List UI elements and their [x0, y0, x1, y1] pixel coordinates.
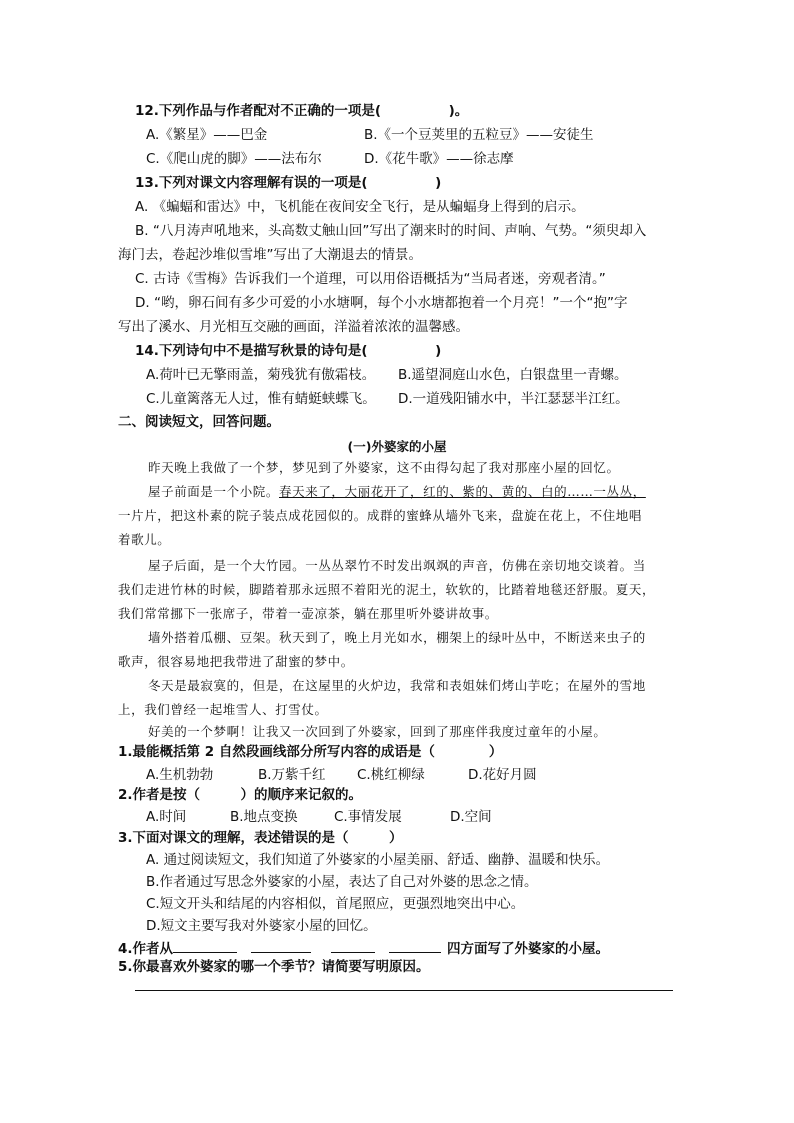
- r2-option-c: C.事情发展: [334, 809, 402, 825]
- r2-option-d: D.空间: [450, 809, 492, 825]
- passage-p4-line2: 歌声，很容易地把我带进了甜蜜的梦中。: [118, 654, 354, 669]
- q13-option-c: C. 古诗《雪梅》告诉我们一个道理，可以用俗语概括为“当局者迷，旁观者清。”: [135, 271, 606, 287]
- q12-option-d: D.《花牛歌》——徐志摩: [364, 151, 514, 167]
- r1-option-a: A.生机勃勃: [146, 767, 214, 783]
- r3-option-a: A. 通过阅读短文，我们知道了外婆家的小屋美丽、舒适、幽静、温暖和快乐。: [146, 852, 610, 868]
- q14-option-a: A.荷叶已无擎雨盖，菊残犹有傲霜枝。: [146, 367, 376, 383]
- underlined-sentence: 春天来了，大丽花开了，红的、紫的、黄的、白的……一丛丛，: [279, 484, 646, 499]
- passage-p5-line2: 上，我们曾经一起堆雪人、打雪仗。: [118, 702, 328, 717]
- r2-option-a: A.时间: [146, 809, 187, 825]
- q12-option-a: A.《繁星》——巴金: [146, 127, 268, 143]
- reading-question-1: 1.最能概括第 2 自然段画线部分所写内容的成语是（ ）: [118, 744, 503, 760]
- r3-option-b: B.作者通过写思念外婆家的小屋，表达了自己对外婆的思念之情。: [146, 874, 538, 890]
- section-2-heading: 二、阅读短文，回答问题。: [118, 414, 280, 430]
- passage-p3-line1: 屋子后面，是一个大竹园。一丛丛翠竹不时发出飒飒的声音，仿佛在亲切地交谈着。当: [148, 558, 646, 573]
- passage-p2-line2: 一片片，把这朴素的院子装点成花园似的。成群的蜜蜂从墙外飞来，盘旋在花上，不住地唱: [118, 508, 643, 523]
- q13-option-b-line1: B. “八月涛声吼地来，头高数丈触山回”写出了潮来时的时间、声响、气势。“须臾却入: [135, 223, 647, 239]
- r3-option-c: C.短文开头和结尾的内容相似，首尾照应，更强烈地突出中心。: [146, 896, 525, 912]
- q13-option-b-line2: 海门去，卷起沙堆似雪堆”写出了大潮退去的情景。: [118, 247, 422, 263]
- q14-option-d: D.一道残阳铺水中，半江瑟瑟半江红。: [398, 391, 629, 407]
- q12-option-c: C.《爬山虎的脚》——法布尔: [146, 151, 322, 167]
- q14-option-c: C.儿童篱落无人过，惟有蜻蜓蛱蝶飞。: [146, 391, 376, 407]
- passage-p1: 昨天晚上我做了一个梦，梦见到了外婆家，这不由得勾起了我对那座小屋的回忆。: [148, 460, 620, 475]
- answer-blank-4[interactable]: [389, 938, 441, 953]
- passage-p4-line1: 墙外搭着瓜棚、豆架。秋天到了，晚上月光如水，棚架上的绿叶丛中，不断送来虫子的: [148, 630, 646, 645]
- passage-p2-line1: 屋子前面是一个小院。春天来了，大丽花开了，红的、紫的、黄的、白的……一丛丛，: [148, 484, 646, 499]
- passage-p3-line2: 我们走进竹林的时候，脚踏着那永远照不着阳光的泥土，软软的，比踏着地毯还舒服。夏天，: [118, 582, 656, 597]
- question-13: 13.下列对课文内容理解有误的一项是( ): [135, 175, 442, 191]
- r2-option-b: B.地点变换: [230, 809, 298, 825]
- passage-title: (一)外婆家的小屋: [347, 439, 447, 454]
- q13-option-d-line2: 写出了溪水、月光相互交融的画面，洋溢着浓浓的温馨感。: [118, 319, 469, 335]
- r1-option-c: C.桃红柳绿: [357, 767, 425, 783]
- passage-p3-line3: 我们常常挪下一张席子，带着一壶凉茶，躺在那里听外婆讲故事。: [118, 606, 498, 621]
- answer-blank-3[interactable]: [331, 938, 375, 953]
- answer-line[interactable]: [135, 990, 673, 991]
- r1-option-b: B.万紫千红: [258, 767, 326, 783]
- q13-option-d-line1: D. “哟，卵石间有多少可爱的小水塘啊，每个小水塘都抱着一个月亮！”一个“抱”字: [135, 295, 628, 311]
- q12-option-b: B.《一个豆荚里的五粒豆》——安徒生: [364, 127, 594, 143]
- answer-blank-2[interactable]: [251, 938, 311, 953]
- q14-option-b: B.遥望洞庭山水色，白银盘里一青螺。: [398, 367, 628, 383]
- r3-option-d: D.短文主要写我对外婆家小屋的回忆。: [146, 918, 377, 934]
- question-12: 12.下列作品与作者配对不正确的一项是( )。: [135, 103, 469, 119]
- passage-p2-line3: 着歌儿。: [118, 532, 171, 547]
- reading-question-2: 2.作者是按（ ）的顺序来记叙的。: [118, 787, 363, 803]
- reading-question-3: 3.下面对课文的理解，表述错误的是（ ）: [118, 830, 403, 846]
- passage-p5-line1: 冬天是最寂寞的，但是，在这屋里的火炉边，我常和表姐妹们烤山芋吃；在屋外的雪地: [148, 678, 646, 693]
- q13-option-a: A. 《蝙蝠和雷达》中，飞机能在夜间安全飞行，是从蝙蝠身上得到的启示。: [135, 199, 585, 215]
- passage-p6: 好美的一个梦啊！让我又一次回到了外婆家，回到了那座伴我度过童年的小屋。: [148, 724, 607, 739]
- reading-question-4: 4.作者从 四方面写了外婆家的小屋。: [118, 938, 609, 958]
- question-14: 14.下列诗句中不是描写秋景的诗句是( ): [135, 343, 442, 359]
- answer-blank-1[interactable]: [173, 938, 237, 953]
- r1-option-d: D.花好月圆: [468, 767, 537, 783]
- reading-question-5: 5.你最喜欢外婆家的哪一个季节？请简要写明原因。: [118, 959, 430, 975]
